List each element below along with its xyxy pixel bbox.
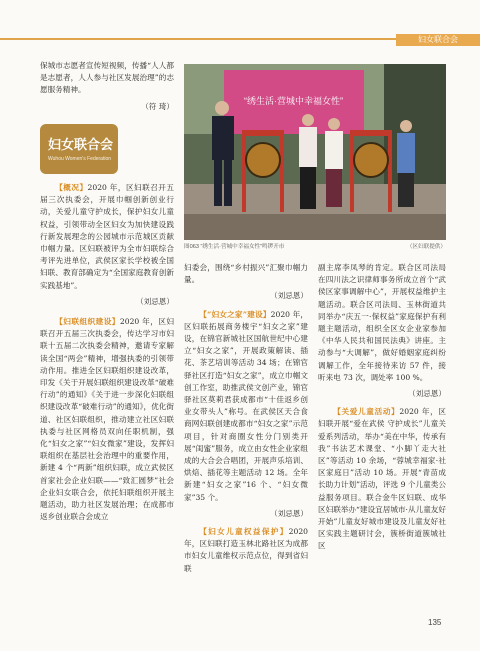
section-heading xyxy=(40,124,118,174)
event-photo xyxy=(184,64,446,240)
children-label: 【关爱儿童活动】 xyxy=(333,407,400,417)
photo-banner-text: “绣生活·营城中幸福女性” xyxy=(244,96,343,106)
org-text: 2020 年，区妇联召开五届三次执委会，传达学习市妇联十五届二次执委会精神，邀请专家解读全国“两会”精神，增强执委的引领带动作用。推进全区妇联组织建设改革，印发《关于开展妇联组织建设改革“破难行动”的通知》《关于进一步深化妇联组织建设改革“破难行动”的通知》，优化街道、社区妇联组织，推动建立社区妇联执委与社区网格员双向任职机制，强化“妇女之家”“妇女微家”建设，发挥妇联组织在基层社会治理中的重要作用，新建 4 个“两新”组织妇联，成立武侯区首家社会企业妇联——“致汇圆梦”社会企业妇女联合会，依托妇联组织开展主题活动，助力社区发展治理；在成都市返乡创业联合会成立 xyxy=(40,317,174,522)
signature: （刘忌恩） xyxy=(408,389,446,399)
section-tag: 妇女联合会 xyxy=(396,34,480,46)
children-paragraph xyxy=(318,406,446,552)
middle-column xyxy=(184,262,308,575)
signature: （刘忌恩） xyxy=(136,296,174,306)
signature: （刘忌恩） xyxy=(270,508,308,518)
rights-text: 2020 年，区妇联打造玉林北路社区为成都市妇女儿童维权示范点位，得到省妇联 xyxy=(184,527,308,573)
photo-caption xyxy=(184,242,446,250)
org-label: 【妇联组织建设】 xyxy=(55,317,120,327)
org-paragraph xyxy=(40,316,174,523)
rights-label: 【妇女儿童权益保护】 xyxy=(199,527,289,537)
page-header xyxy=(0,0,480,46)
rights-paragraph xyxy=(184,526,308,575)
section-title: 妇女联合会 xyxy=(48,138,114,153)
overview-label: 【概况】 xyxy=(55,183,88,192)
right-column xyxy=(318,262,446,553)
signature: （刘忌恩） xyxy=(270,291,308,301)
home-label: 【“妇女之家”建设】 xyxy=(199,309,271,319)
home-paragraph xyxy=(184,309,308,504)
top-paragraph: 保城市志愿者宣传短视频，传播“人人都是志愿者，人人参与社区发展治理”的志愿服务精神。 xyxy=(40,61,174,95)
page-number: 135 xyxy=(428,618,442,627)
mid-paragraph: 妇委会，围绕“乡村振兴”汇聚巾帼力量。 xyxy=(184,263,308,285)
header-stripe xyxy=(0,38,396,40)
signature: （符 琦） xyxy=(141,101,174,111)
children-text: 2020 年，区妇联开展“爱在武侯 守护成长”儿童关爱系列活动，举办“美在中华，传承有我”书法艺术课堂、“小脚丫走大社区”等活动 10 余场，“蓉城幸福家·社区家庭日”活动 10 场。开展“青苗成长助力计划”活动，评选 9 个儿童类公益服务项目。联合金牛区妇联、成华区妇联举办“建设宜居城市·从儿童友好开始”儿童友好城市建设及儿童友好社区实践主题研讨会，簇桥街道簇城社区 xyxy=(318,407,446,551)
photo-credit: （区妇联提供） xyxy=(406,244,446,250)
section-subtitle: Wuhou Women's Federation xyxy=(48,156,112,162)
left-column xyxy=(40,182,174,523)
home-text: 2020 年，区妇联拓展商务楼宇“妇女之家”建设，在锦官新城社区国航世纪中心建立“妇女之家”，开展政策解读、插花、茶艺培训等活动 34 场；在锦官驿社区打造“妇女之家”，成立巾帼文创工作室，助推武侯文创产业，锦官驿社区莫莉君获成都市“十佳返乡创业女带头人”称号。在武侯区天合食商网妇联创建成都市“妇女之家”示范项目，针对商圈女性分门别类开展“闺蜜”服务，成立由女性企业家组成的大合会合唱团，开展声乐培训、烘焙、插花等主题活动 12 场。全年新建“妇女之家”16 个、“妇女微家”35 个。 xyxy=(184,309,308,502)
overview-paragraph xyxy=(40,182,174,292)
overview-text: 2020 年，区妇联召开五届三次执委会，开展巾帼创新创业行动，关爱儿童守护成长，保护妇女儿童权益，引领带动全区妇女为加快建设践行新发展理念的公园城市示范城区贡献巾帼力量。区妇联被评为全市妇联综合考评先进单位，武侯区家长学校被全国妇联、教育部确定为“全国家庭教育创新实践基地”。 xyxy=(40,183,174,290)
right-paragraph: 副主席李凤琴的肯定。联合区司法局在四川法之识律师事务所成立首个“武侯区家事调解中心”，开展权益维护主题活动。联合区司法局、玉林街道共同举办“庆五一·保权益”家庭保护有利题主题活动，组织全区女企业家参加《中华人民共和国民法典》讲座。主动参与“大调解”，做好婚姻家庭纠纷调解工作，全年接待来访 57 件，接听来电 73 次，调处率 100 %。 xyxy=(318,263,446,382)
left-column-top xyxy=(40,60,174,119)
caption-text: 图063 “绣生活·营城中幸福女性”鸣锣开市 xyxy=(184,244,285,250)
